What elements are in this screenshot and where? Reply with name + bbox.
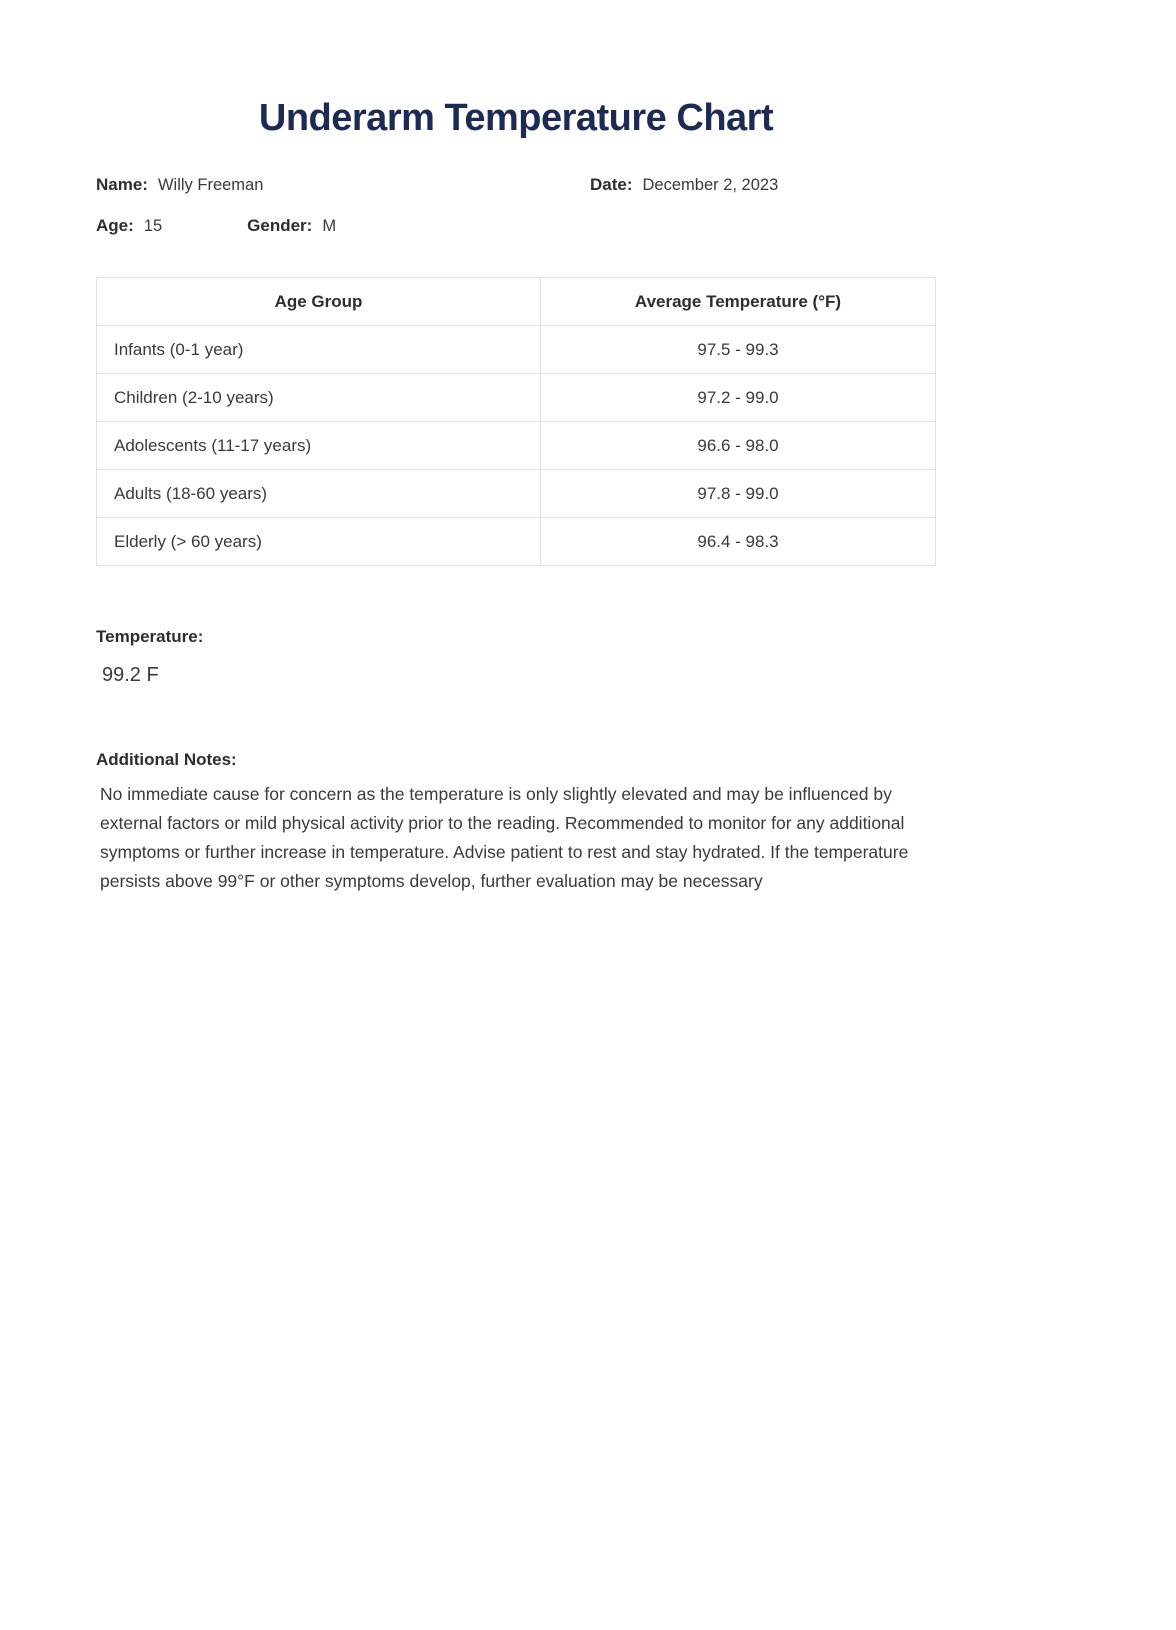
temperature-label: Temperature: [96, 627, 204, 646]
name-label: Name: [96, 175, 148, 194]
gender-label: Gender: [247, 216, 313, 235]
table-row [97, 326, 936, 374]
age-value: 15 [143, 217, 163, 235]
patient-fields [96, 174, 936, 237]
age-group-cell: Infants (0-1 year) [97, 326, 541, 374]
page-title: Underarm Temperature Chart [258, 97, 774, 139]
additional-notes-text: No immediate cause for concern as the temperature is only slightly elevated and may be influenced by external factors or mild physical activity prior to the reading. Recommended to monitor for any additional symptoms or further increase in temperature. Advise patient to rest and stay hydrated. If the temperature persists above 99°F or other symptoms develop, further evaluation may be necessary [100, 784, 909, 891]
age-group-cell: Children (2-10 years) [97, 374, 541, 422]
gender-value: M [322, 217, 337, 235]
temperature-range-cell: 97.5 - 99.3 [541, 326, 936, 374]
age-gender-row [96, 215, 936, 237]
temperature-range-cell: 96.4 - 98.3 [541, 518, 936, 566]
name-field [96, 174, 590, 196]
temperature-range-cell: 97.2 - 99.0 [541, 374, 936, 422]
table-header-row [97, 278, 936, 326]
name-date-row [96, 174, 936, 196]
temperature-value: 99.2 F [102, 664, 159, 686]
temperature-range-cell: 96.6 - 98.0 [541, 422, 936, 470]
document-page [96, 0, 936, 896]
date-field [590, 174, 778, 196]
table-row [97, 422, 936, 470]
table-row [97, 518, 936, 566]
date-value: December 2, 2023 [642, 176, 779, 194]
temperature-reference-table [96, 277, 936, 566]
temperature-range-cell: 97.8 - 99.0 [541, 470, 936, 518]
age-group-cell: Elderly (> 60 years) [97, 518, 541, 566]
additional-notes-label: Additional Notes: [96, 750, 237, 769]
temperature-section [96, 626, 936, 687]
gender-field [247, 215, 336, 237]
name-value: Willy Freeman [157, 176, 264, 194]
date-label: Date: [590, 175, 633, 194]
additional-notes-section [96, 749, 936, 896]
age-field [96, 215, 162, 237]
table-header-age-group: Age Group [97, 278, 541, 326]
table-row [97, 470, 936, 518]
table-row [97, 374, 936, 422]
table-header-avg-temperature: Average Temperature (°F) [541, 278, 936, 326]
age-label: Age: [96, 216, 134, 235]
age-group-cell: Adolescents (11-17 years) [97, 422, 541, 470]
age-group-cell: Adults (18-60 years) [97, 470, 541, 518]
